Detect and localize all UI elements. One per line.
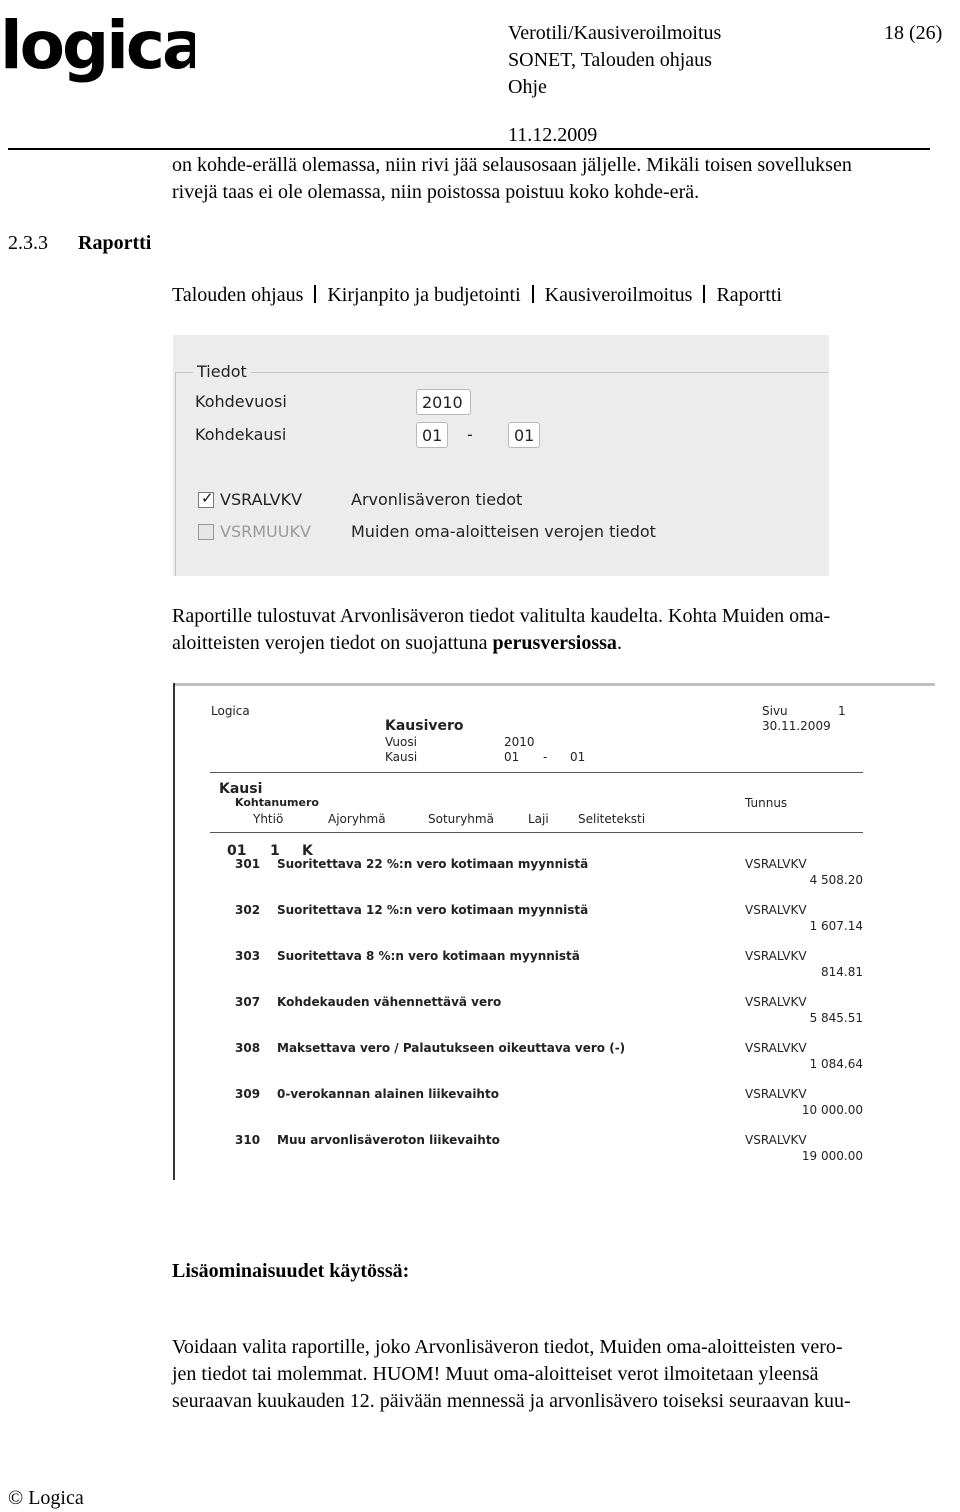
report-row-code: VSRALVKV — [745, 1087, 807, 1101]
breadcrumb — [172, 282, 782, 309]
section-title: Raportti — [78, 232, 152, 254]
report-kausi-label: Kausi — [385, 750, 418, 764]
report-header-rule — [210, 772, 863, 773]
vsrmuukv-checkbox[interactable] — [198, 524, 214, 540]
vsrmuukv-description: Muiden oma-aloitteisen verojen tiedot — [351, 522, 656, 541]
report-row-text: Suoritettava 12 %:n vero kotimaan myynnistä — [277, 903, 589, 917]
breadcrumb-separator — [314, 285, 316, 303]
breadcrumb-item-3: Kausiveroilmoitus — [544, 284, 693, 306]
groupbox-title: Tiedot — [193, 362, 251, 381]
report-row-text: Kohdekauden vähennettävä vero — [277, 995, 502, 1009]
report-row-amount: 1 607.14 — [809, 919, 863, 933]
report-row-amount: 1 084.64 — [809, 1057, 863, 1071]
report-row-amount: 5 845.51 — [809, 1011, 863, 1025]
report-row-amount: 814.81 — [821, 965, 863, 979]
breadcrumb-item-2: Kirjanpito ja budjetointi — [327, 284, 521, 306]
report-top-border — [173, 683, 935, 686]
kohdevuosi-label: Kohdevuosi — [195, 392, 287, 411]
report-row-number: 303 — [235, 949, 261, 963]
breadcrumb-item-4: Raportti — [716, 284, 782, 306]
kohdevuosi-input[interactable]: 2010 — [416, 389, 471, 415]
report-vuosi-label: Vuosi — [385, 735, 417, 749]
report-group-yhtio: 1 — [270, 843, 280, 859]
header-date: 11.12.2009 — [508, 124, 598, 146]
report-row-number: 308 — [235, 1041, 261, 1055]
report-row-amount: 4 508.20 — [809, 873, 863, 887]
report-h-laji: Laji — [528, 812, 549, 826]
desc-line-2 — [172, 630, 622, 657]
desc-line-2-end: . — [616, 632, 622, 654]
header-divider — [8, 148, 930, 150]
report-h-kausi: Kausi — [219, 781, 263, 797]
report-row-number: 307 — [235, 995, 261, 1009]
breadcrumb-item-1: Talouden ohjaus — [172, 284, 304, 306]
kohdekausi-from-input[interactable]: 01 — [416, 422, 448, 448]
report-row-text: Maksettava vero / Palautukseen oikeuttava vero (-) — [277, 1041, 626, 1055]
kohdekausi-to-input[interactable]: 01 — [508, 422, 540, 448]
report-sivu-label: Sivu — [762, 704, 788, 718]
header-doc-type: Ohje — [508, 76, 547, 98]
report-row-amount: 19 000.00 — [801, 1149, 863, 1163]
report-sivu-value: 1 — [838, 704, 846, 718]
report-form-screenshot — [173, 335, 829, 576]
report-kausi-from: 01 — [504, 750, 520, 764]
extras-line-2: jen tiedot tai molemmat. HUOM! Muut oma-aloitteiset verot ilmoitetaan yleensä — [172, 1363, 819, 1385]
report-h-yhtio: Yhtiö — [253, 812, 284, 826]
report-title: Kausivero — [385, 718, 464, 734]
report-h-tunnus: Tunnus — [745, 796, 788, 810]
report-h-ajoryhma: Ajoryhmä — [328, 812, 386, 826]
header-doc-title: Verotili/Kausiveroilmoitus — [508, 22, 722, 44]
extras-line-1: Voidaan valita raportille, joko Arvonlisäveron tiedot, Muiden oma-aloitteisten vero- — [172, 1336, 843, 1358]
report-row-number: 301 — [235, 857, 261, 871]
report-row-code: VSRALVKV — [745, 949, 807, 963]
report-group-kausi: 01 — [227, 843, 247, 859]
extras-heading: Lisäominaisuudet käytössä: — [172, 1260, 410, 1282]
report-row-code: VSRALVKV — [745, 995, 807, 1009]
report-group-laji: K — [302, 843, 313, 859]
report-row-number: 302 — [235, 903, 261, 917]
vsrmuukv-code: VSRMUUKV — [220, 522, 311, 541]
intro-line-2: rivejä taas ei ole olemassa, niin poistossa poistuu koko kohde-erä. — [172, 181, 700, 203]
intro-line-1: on kohde-erällä olemassa, niin rivi jää selausosaan jäljelle. Mikäli toisen sovelluksen — [172, 154, 852, 176]
kohdekausi-separator: - — [467, 425, 473, 444]
vsralvkv-checkbox[interactable] — [198, 489, 214, 508]
logo-text: logica — [0, 7, 195, 84]
report-row-text: Muu arvonlisäveroton liikevaihto — [277, 1133, 500, 1147]
report-h-soturyhma: Soturyhmä — [428, 812, 494, 826]
report-print-date: 30.11.2009 — [762, 719, 831, 733]
vsralvkv-code: VSRALVKV — [220, 490, 303, 509]
desc-line-2-text: aloitteisten verojen tiedot on suojattuna — [172, 632, 493, 654]
extras-line-3: seuraavan kuukauden 12. päivään mennessä ja arvonlisävero toiseksi seuraavan kuu- — [172, 1390, 851, 1412]
breadcrumb-separator — [532, 285, 534, 303]
report-row-text: Suoritettava 22 %:n vero kotimaan myynnistä — [277, 857, 589, 871]
header-page-number: 18 (26) — [884, 22, 943, 44]
report-row-code: VSRALVKV — [745, 1133, 807, 1147]
report-row-code: VSRALVKV — [745, 857, 807, 871]
report-row-code: VSRALVKV — [745, 903, 807, 917]
vsralvkv-description: Arvonlisäveron tiedot — [351, 490, 523, 509]
report-column-rule — [210, 832, 863, 833]
kohdekausi-label: Kohdekausi — [195, 425, 287, 444]
report-vuosi-value: 2010 — [504, 735, 535, 749]
desc-line-2-bold: perusversiossa — [492, 632, 617, 654]
report-left-border — [173, 683, 175, 1180]
logica-logo — [0, 6, 195, 106]
section-number: 2.3.3 — [8, 232, 48, 254]
report-h-kohtanumero: Kohtanumero — [235, 796, 319, 809]
report-kausi-to: 01 — [570, 750, 586, 764]
checkmark-icon: ✓ — [201, 489, 214, 507]
footer-copyright: © Logica — [8, 1487, 84, 1509]
report-row-amount: 10 000.00 — [801, 1103, 863, 1117]
report-row-number: 310 — [235, 1133, 261, 1147]
report-row-code: VSRALVKV — [745, 1041, 807, 1055]
report-row-number: 309 — [235, 1087, 261, 1101]
report-preview-screenshot — [173, 683, 935, 1180]
report-h-seliteteksti: Seliteteksti — [578, 812, 646, 826]
report-kausi-sep: - — [543, 750, 548, 764]
report-company: Logica — [211, 704, 250, 718]
header-doc-subtitle: SONET, Talouden ohjaus — [508, 49, 712, 71]
report-row-text: 0-verokannan alainen liikevaihto — [277, 1087, 499, 1101]
desc-line-1: Raportille tulostuvat Arvonlisäveron tiedot valitulta kaudelta. Kohta Muiden oma- — [172, 605, 831, 627]
report-row-text: Suoritettava 8 %:n vero kotimaan myynnistä — [277, 949, 580, 963]
breadcrumb-separator — [703, 285, 705, 303]
